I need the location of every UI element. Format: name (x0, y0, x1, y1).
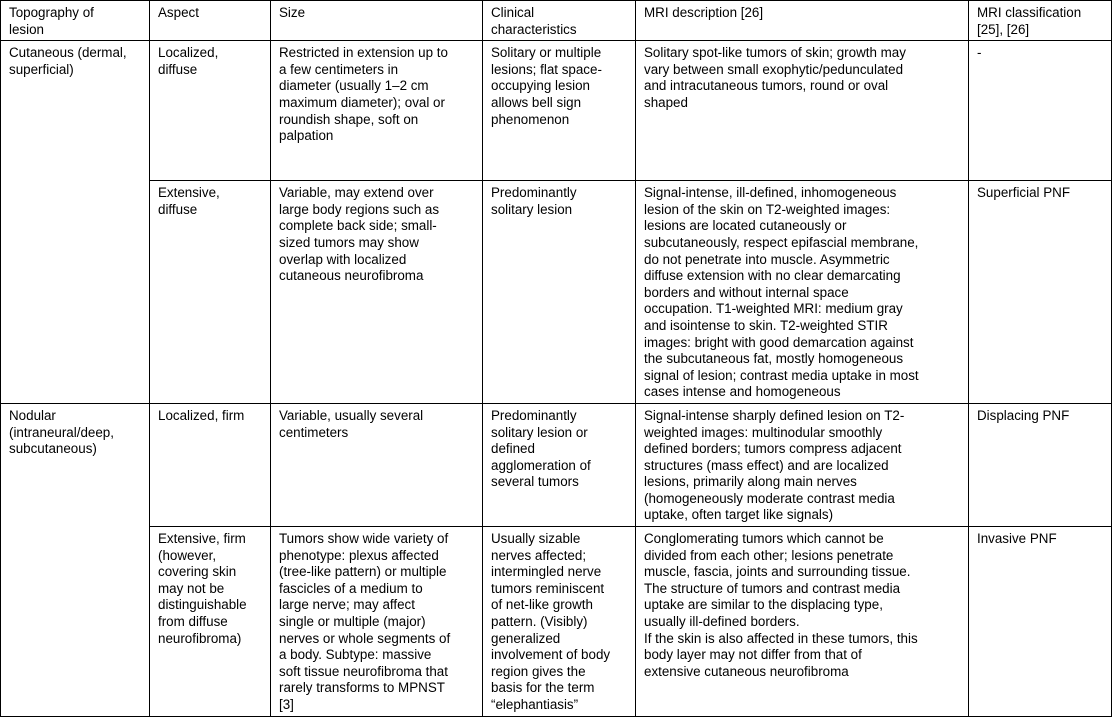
aspect-cell: Localized, firm (150, 403, 271, 526)
header-size: Size (271, 1, 483, 41)
size-cell: Tumors show wide variety of phenotype: plexus affected (tree-like pattern) or multiple fascicles of a medium to large nerve; may affect single or multiple (major) nerves or whole segments of a body. Subtype: massive soft tissue neurofibroma that rarely transforms to MPNST [3] (271, 527, 483, 717)
topography-cell: Nodular (intraneural/deep, subcutaneous) (1, 403, 150, 716)
mri-classification-cell: Superficial PNF (969, 181, 1112, 404)
clinical-cell: Predominantly solitary lesion (483, 181, 636, 404)
header-aspect: Aspect (150, 1, 271, 41)
size-cell: Variable, usually several centimeters (271, 403, 483, 526)
table-row (1, 41, 1112, 181)
header-topography: Topography of lesion (1, 1, 150, 41)
clinical-cell: Predominantly solitary lesion or defined agglomeration of several tumors (483, 403, 636, 526)
aspect-cell: Localized, diffuse (150, 41, 271, 181)
header-row (1, 1, 1112, 41)
mri-description-cell: Solitary spot-like tumors of skin; growth may vary between small exophytic/pedunculated and intracutaneous tumors, round or oval shaped (636, 41, 969, 181)
mri-description-cell: Signal-intense sharply defined lesion on T2- weighted images: multinodular smoothly defined borders; tumors compress adjacent structures (mass effect) and are localized lesions, primarily along main nerves (homogeneously moderate contrast media uptake, often target like signals) (636, 403, 969, 526)
header-mri-description: MRI description [26] (636, 1, 969, 41)
clinical-cell: Solitary or multiple lesions; flat space- occupying lesion allows bell sign phenomenon (483, 41, 636, 181)
mri-description-cell: Conglomerating tumors which cannot be divided from each other; lesions penetrate muscle, fascia, joints and surrounding tissue. The structure of tumors and contrast media uptake are similar to the displacing type, usually ill-defined borders. If the skin is also affected in these tumors, this body layer may not differ from that of extensive cutaneous neurofibroma (636, 527, 969, 717)
size-cell: Restricted in extension up to a few centimeters in diameter (usually 1–2 cm maximum diameter); oval or roundish shape, soft on palpation (271, 41, 483, 181)
aspect-cell: Extensive, diffuse (150, 181, 271, 404)
table-row (1, 403, 1112, 526)
topography-cell: Cutaneous (dermal, superficial) (1, 41, 150, 404)
size-cell: Variable, may extend over large body regions such as complete back side; small- sized tumors may show overlap with localized cutaneous neurofibroma (271, 181, 483, 404)
header-clinical: Clinical characteristics (483, 1, 636, 41)
header-mri-classification: MRI classification [25], [26] (969, 1, 1112, 41)
aspect-cell: Extensive, firm (however, covering skin may not be distinguishable from diffuse neurofibroma) (150, 527, 271, 717)
mri-classification-cell: - (969, 41, 1112, 181)
mri-description-cell: Signal-intense, ill-defined, inhomogeneous lesion of the skin on T2-weighted images: lesions are located cutaneously or subcutaneously, respect epifascial membrane, do not penetrate into muscle. Asymmetric diffuse extension with no clear demarcating borders and without internal space occupation. T1-weighted MRI: medium gray and isointense to skin. T2-weighted STIR images: bright with good demarcation against the subcutaneous fat, mostly homogeneous signal of lesion; contrast media uptake in most cases intense and homogeneous (636, 181, 969, 404)
table-row (1, 181, 1112, 404)
table-row (1, 527, 1112, 717)
clinical-cell: Usually sizable nerves affected; intermingled nerve tumors reminiscent of net-like growth pattern. (Visibly) generalized involvement of body region gives the basis for the term “elephantiasis” (483, 527, 636, 717)
mri-classification-cell: Invasive PNF (969, 527, 1112, 717)
mri-classification-cell: Displacing PNF (969, 403, 1112, 526)
